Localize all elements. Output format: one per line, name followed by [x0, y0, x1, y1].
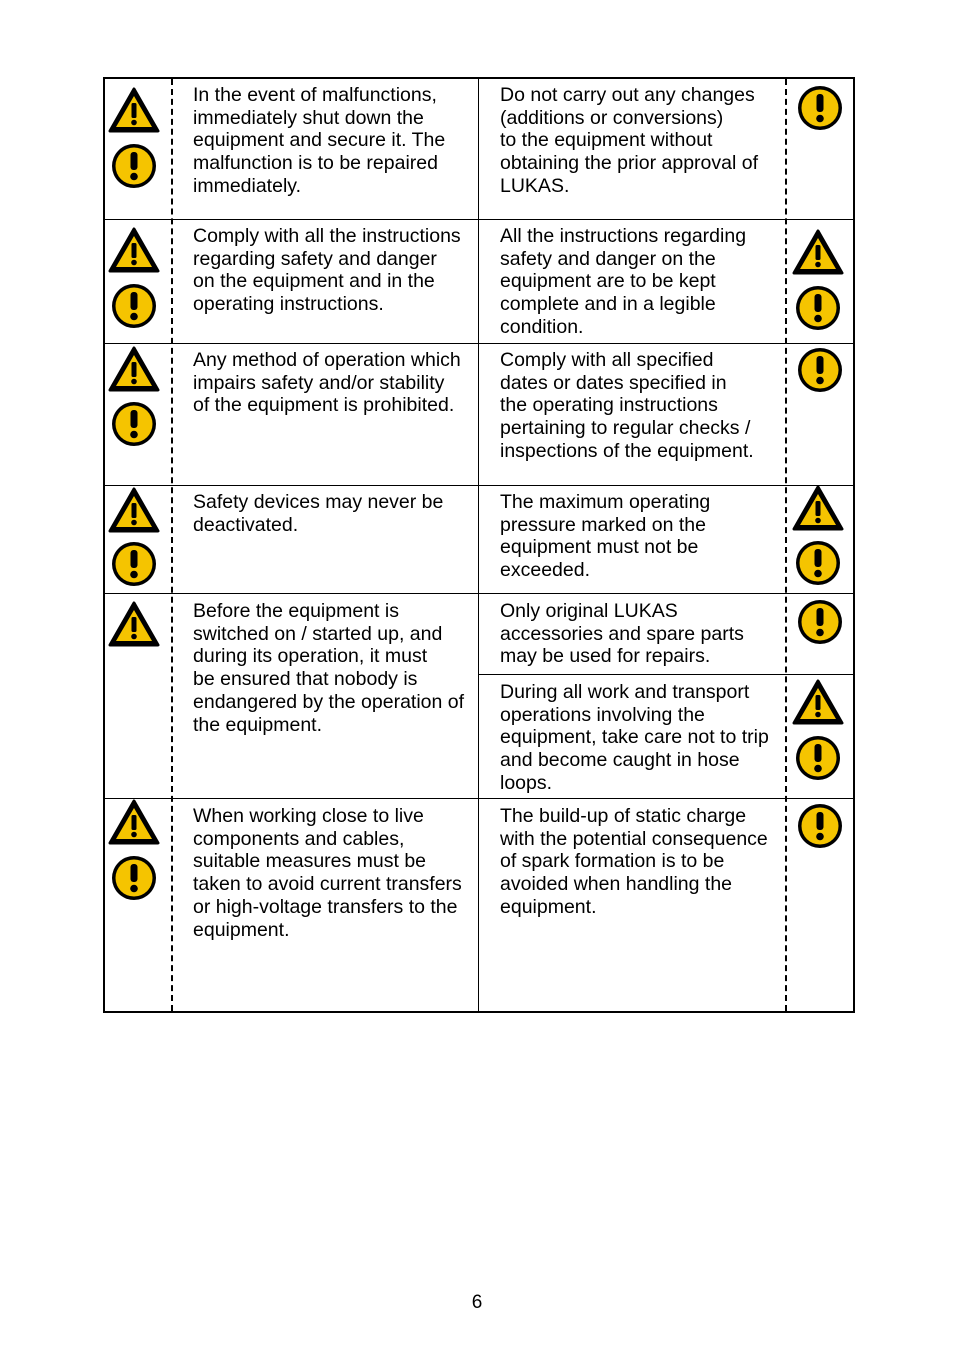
- safety-instruction: When working close to live components and cables, suitable measures must be taken to avoid current transfers or high-voltage transfers to the equipment.: [193, 805, 462, 941]
- page-number: 6: [471, 1292, 483, 1313]
- safety-instruction: Do not carry out any changes (additions or conversions) to the equipment without obtaining the prior approval of LUKAS.: [500, 84, 759, 197]
- exclamation-circle-icon: [108, 400, 160, 448]
- row-divider: [479, 674, 855, 675]
- column-divider: [171, 79, 173, 1011]
- warning-triangle-icon: [108, 345, 160, 393]
- exclamation-circle-icon: [794, 802, 846, 850]
- exclamation-circle-icon: [794, 346, 846, 394]
- column-divider: [478, 79, 479, 1011]
- warning-triangle-icon: [108, 486, 160, 534]
- safety-instruction: Comply with all specified dates or dates specified in the operating instructions pertaining to regular checks / inspections of the equipment.: [500, 349, 754, 462]
- row-divider: [103, 485, 855, 486]
- row-divider: [103, 593, 855, 594]
- warning-triangle-icon: [108, 600, 160, 648]
- safety-instruction: The build-up of static charge with the potential consequence of spark formation is to be avoided when handling the equipment.: [500, 805, 768, 918]
- warning-triangle-icon: [792, 484, 844, 532]
- safety-instruction: Any method of operation which impairs safety and/or stability of the equipment is prohibited.: [193, 349, 461, 417]
- exclamation-circle-icon: [108, 142, 160, 190]
- safety-instruction: Only original LUKAS accessories and spare parts may be used for repairs.: [500, 600, 744, 668]
- safety-instruction: The maximum operating pressure marked on the equipment must not be exceeded.: [500, 491, 711, 582]
- row-divider: [103, 343, 855, 344]
- safety-instruction: In the event of malfunctions, immediately shut down the equipment and secure it. The malfunction is to be repaired immediately.: [193, 84, 446, 197]
- exclamation-circle-icon: [792, 734, 844, 782]
- column-divider: [785, 79, 787, 1011]
- exclamation-circle-icon: [792, 539, 844, 587]
- warning-triangle-icon: [108, 86, 160, 134]
- warning-triangle-icon: [792, 228, 844, 276]
- warning-triangle-icon: [108, 226, 160, 274]
- safety-instruction: Before the equipment is switched on / started up, and during its operation, it must be ensured that nobody is endangered by the operation of the equipment.: [193, 600, 465, 736]
- row-divider: [103, 798, 855, 799]
- exclamation-circle-icon: [108, 854, 160, 902]
- safety-instruction: Safety devices may never be deactivated.: [193, 491, 444, 536]
- safety-instruction: All the instructions regarding safety and danger on the equipment are to be kept complete and in a legible condition.: [500, 225, 747, 338]
- exclamation-circle-icon: [794, 598, 846, 646]
- safety-instruction: Comply with all the instructions regarding safety and danger on the equipment and in the operating instructions.: [193, 225, 461, 316]
- warning-triangle-icon: [792, 678, 844, 726]
- warning-triangle-icon: [108, 798, 160, 846]
- row-divider: [103, 219, 855, 220]
- exclamation-circle-icon: [108, 282, 160, 330]
- safety-instruction: During all work and transport operations involving the equipment, take care not to trip and become caught in hose loops.: [500, 681, 769, 794]
- exclamation-circle-icon: [108, 540, 160, 588]
- exclamation-circle-icon: [794, 84, 846, 132]
- exclamation-circle-icon: [792, 284, 844, 332]
